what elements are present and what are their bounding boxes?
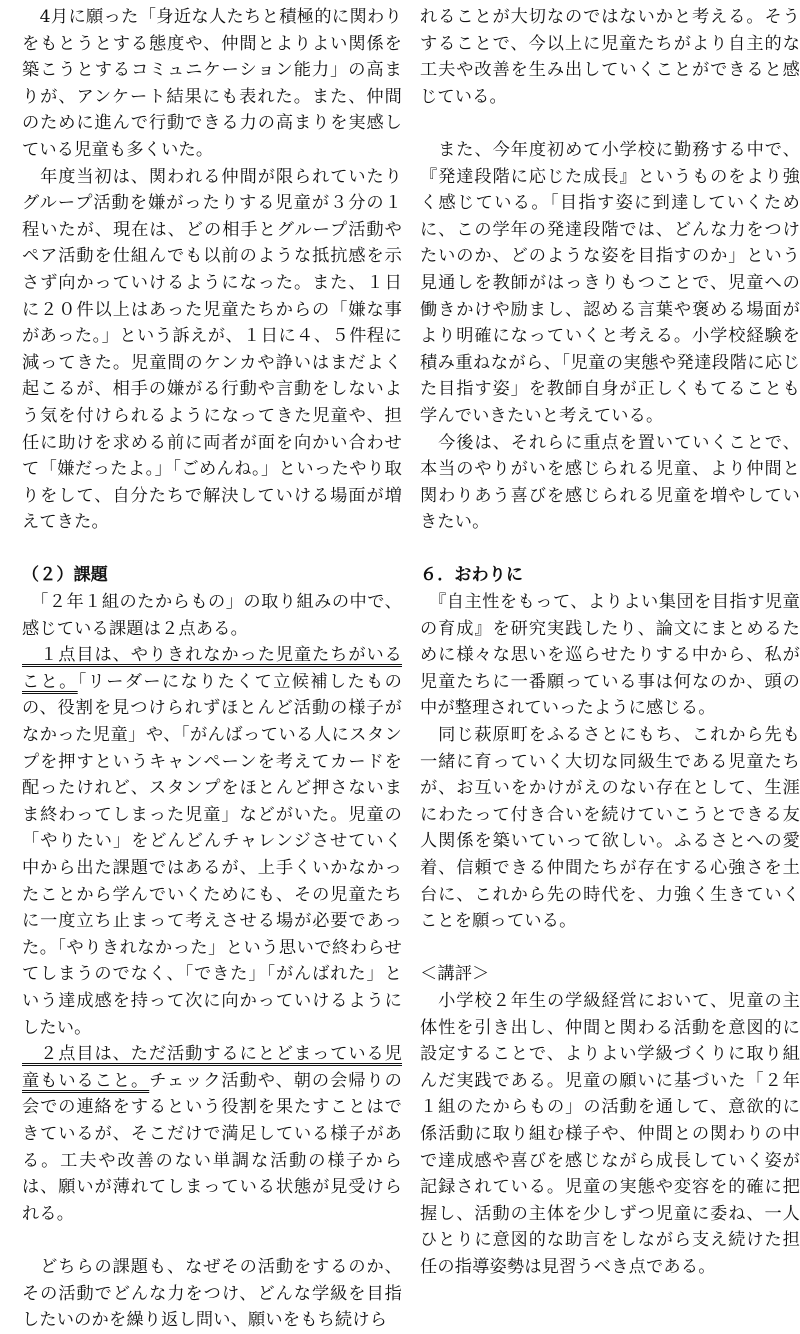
left-paragraph-both-issues: どちらの課題も、なぜその活動をするのか、その活動でどんな力をつけ、どんな学級を目指したいのかを繰り返し問い、願いをもち続けら bbox=[22, 1256, 402, 1331]
spacer bbox=[420, 935, 800, 962]
right-paragraph-conclusion-1: 『自主性をもって、よりよい集団を目指す児童の育成』を研究実践したり、論文にまとめるために様々な思いを巡らせたりする中から、私が児童たちに一番願っている事は何なのか、頭の中が整理されていったように感じる。 bbox=[420, 592, 800, 719]
spacer bbox=[22, 1227, 402, 1254]
right-column bbox=[420, 4, 800, 1281]
review-label: ＜講評＞ bbox=[420, 964, 490, 985]
right-paragraph-development: また、今年度初めて小学校に勤務する中で、『発達段階に応じた成長』というものをより強く感じている。「目指す姿に到達していくために、この学年の発達段階では、どんな力をつけたいのか、どのような姿を目指すのか」という見通しを教師がはっきりもつことで、児童への働きかけや励まし、認める言葉や褒める場面がより明確になっていくと考える。小学校経験を積み重ねながら、「児童の実態や発達段階に応じた目指す姿」を教師自身が正しくもてることも学んでいきたいと考えている。 bbox=[420, 139, 800, 426]
left-paragraph-issue-2 bbox=[22, 1041, 402, 1227]
right-paragraph-review: 小学校２年生の学級経営において、児童の主体性を引き出し、仲間と関わる活動を意図的に設定することで、よりよい学級づくりに取り組んだ実践である。児童の願いに基づいた「２年１組のたからもの」の活動を通して、意欲的に係活動に取り組む様子や、仲間との関わりの中で達成感や喜びを感じながら成長していく姿が記録されている。児童の実態や変容を的確に把握し、活動の主体を少しずつ児童に委ね、一人ひとりに意図的な助言をしながら支え続けた担任の指導姿勢は見習うべき点である。 bbox=[420, 990, 800, 1277]
left-column bbox=[22, 4, 402, 1334]
section-heading-issues: （２）課題 bbox=[22, 565, 108, 586]
spacer bbox=[420, 110, 800, 137]
left-paragraph-changes: 年度当初は、関われる仲間が限られていたりグループ活動を嫌がったりする児童が３分の１程いたが、現在は、どの相手とグループ活動やペア活動を仕組んでも以前のような抵抗感を示さず向かっていけるようになった。また、１日に２０件以上はあった児童たちからの「嫌な事があった。」という訴えが、１日に４、５件程に減ってきた。児童間のケンカや諍いはまだよく起こるが、相手の嫌がる行動や言動をしないよう気を付けられるようになってきた児童や、担任に助けを求める前に両者が面を向かい合わせて「嫌だったよ。」「ごめんね。」といったやり取りをして、自分たちで解決していける場面が増えてきた。 bbox=[22, 166, 402, 533]
issue-1-text: 「リーダーになりたくて立候補したものの、役割を見つけられずほとんど活動の様子がなかった児童」や、「がんばっている人にスタンプを押すというキャンペーンを考えてカードを配ったけれど、スタンプをほとんど押さないまま終わってしまった児童」などがいた。児童の「やりたい」をどんどんチャレンジさせていく中から出た課題ではあるが、上手くいかなかったことから学んでいくためにも、その児童たちに一度立ち止まって考えさせる場が必要であった。「やりきれなかった」という思いで終わらせてしまうのでなく、「できた」「がんばれた」という達成感を持って次に向かっていけるようにしたい。 bbox=[22, 671, 402, 1038]
issue-2-text: チェック活動や、朝の会帰りの会での連絡をするという役割を果たすことはできているが、そこだけで満足している様子がある。工夫や改善のない単調な活動の様子からは、願いが薄れてしまっている状態が見受けられる。 bbox=[22, 1070, 402, 1224]
left-paragraph-issues-intro: 「２年１組のたからもの」の取り組みの中で、感じている課題は２点ある。 bbox=[22, 592, 402, 639]
issue-2-underlined: ２点目は、ただ活動するにとどまっている児童もいること。 bbox=[22, 1044, 402, 1091]
section-heading-conclusion: ６．おわりに bbox=[420, 565, 524, 586]
spacer bbox=[420, 536, 800, 563]
left-paragraph-results: 4月に願った「身近な人たちと積極的に関わりをもとうとする態度や、仲間とよりよい関係を築こうとするコミュニケーション能力」の高まりが、アンケート結果にも表れた。また、仲間のために進んで行動できる力の高まりを実感している児童も多くいた。 bbox=[22, 7, 402, 160]
right-paragraph-conclusion-2: 同じ萩原町をふるさとにもち、これから先も一緒に育っていく大切な同級生である児童たちが、お互いをかけがえのない存在として、生涯にわたって付き合いを続けていこうとできる友人関係を築いていって欲しい。ふるさとへの愛着、信頼できる仲間たちが存在する心強さを土台に、これから先の時代を、力強く生きていくことを願っている。 bbox=[420, 725, 800, 932]
right-paragraph-continuation: れることが大切なのではないかと考える。そうすることで、今以上に児童たちがより自主的な工夫や改善を生み出していくことができると感じている。 bbox=[420, 7, 800, 107]
spacer bbox=[22, 536, 402, 563]
right-paragraph-future: 今後は、それらに重点を置いていくことで、本当のやりがいを感じられる児童、より仲間と関わりあう喜びを感じられる児童を増やしていきたい。 bbox=[420, 432, 800, 533]
issue-1-underlined: １点目は、やりきれなかった児童たちがいること。 bbox=[22, 645, 402, 692]
left-paragraph-issue-1 bbox=[22, 642, 402, 1041]
